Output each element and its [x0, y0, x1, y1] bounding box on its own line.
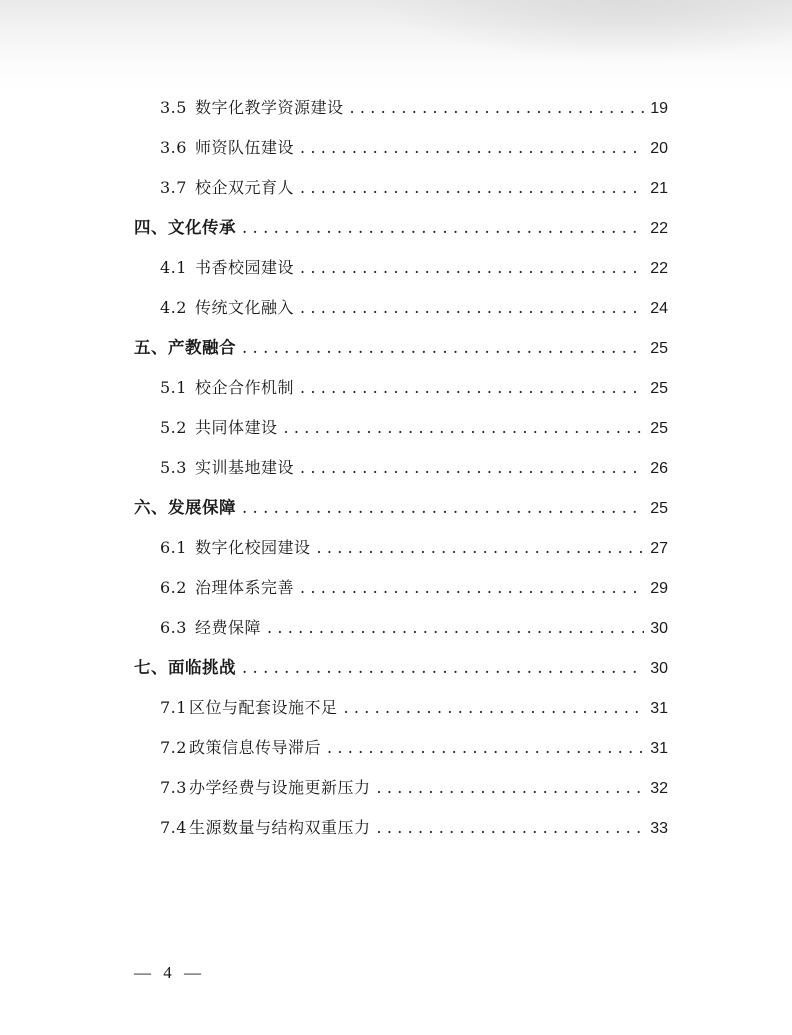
entry-page: 21 [650, 180, 668, 197]
toc-entry-7-2[interactable] [160, 735, 668, 758]
entry-number: 4.2 [160, 298, 187, 317]
entry-number: 3.5 [160, 98, 187, 117]
toc-entry-7-3[interactable] [160, 775, 668, 798]
entry-title: 校企合作机制 [194, 378, 294, 397]
entry-page: 29 [650, 580, 668, 597]
dot-leader [267, 618, 644, 637]
toc-entry-6-2[interactable] [160, 575, 668, 598]
entry-page: 25 [650, 380, 668, 397]
entry-page: 30 [650, 620, 668, 637]
toc-entry-3-7[interactable] [160, 175, 668, 198]
dot-leader [300, 578, 644, 597]
entry-page: 19 [650, 100, 668, 117]
entry-number: 3.6 [160, 138, 187, 157]
section-page: 25 [650, 340, 668, 357]
toc-entry-7-4[interactable] [160, 815, 668, 838]
entry-title: 实训基地建设 [194, 458, 294, 477]
entry-title: 经费保障 [194, 618, 261, 637]
entry-page: 27 [650, 540, 668, 557]
entry-title: 师资队伍建设 [194, 138, 294, 157]
entry-page: 20 [650, 140, 668, 157]
toc-entry-4-2[interactable] [160, 295, 668, 318]
dot-leader [300, 138, 644, 157]
entry-number: 4.1 [160, 258, 187, 277]
entry-title: 共同体建设 [194, 418, 278, 437]
entry-title: 治理体系完善 [194, 578, 294, 597]
entry-title: 生源数量与结构双重压力 [188, 818, 371, 837]
entry-number: 5.3 [160, 458, 187, 477]
toc-section-6[interactable] [134, 494, 668, 518]
dot-leader [316, 538, 644, 557]
section-title: 七、面临挑战 [134, 658, 236, 677]
entry-title: 区位与配套设施不足 [188, 698, 338, 717]
dot-leader [300, 258, 644, 277]
section-title: 六、发展保障 [134, 498, 236, 517]
entry-number: 6.2 [160, 578, 187, 597]
entry-title: 政策信息传导滞后 [188, 738, 321, 757]
toc-entry-5-3[interactable] [160, 455, 668, 478]
dot-leader [300, 458, 644, 477]
entry-title: 数字化教学资源建设 [194, 98, 344, 117]
entry-number: 7.3 [160, 778, 187, 797]
page-number-footer: — 4 — [134, 963, 205, 982]
entry-number: 6.1 [160, 538, 187, 557]
toc-entry-5-2[interactable] [160, 415, 668, 438]
section-title: 四、文化传承 [134, 218, 236, 237]
entry-page: 22 [650, 260, 668, 277]
entry-title: 数字化校园建设 [194, 538, 311, 557]
dot-leader [327, 738, 644, 757]
entry-title: 书香校园建设 [194, 258, 294, 277]
section-title: 五、产教融合 [134, 338, 236, 357]
entry-title: 校企双元育人 [194, 178, 294, 197]
toc-entry-5-1[interactable] [160, 375, 668, 398]
dot-leader [349, 98, 644, 117]
entry-number: 3.7 [160, 178, 187, 197]
entry-number: 5.1 [160, 378, 187, 397]
toc-entry-6-3[interactable] [160, 615, 668, 638]
dot-leader [242, 498, 644, 517]
dot-leader [283, 418, 644, 437]
dot-leader [343, 698, 644, 717]
dot-leader [300, 378, 644, 397]
section-page: 22 [650, 220, 668, 237]
dot-leader [242, 658, 644, 677]
entry-title: 办学经费与设施更新压力 [188, 778, 371, 797]
entry-number: 7.2 [160, 738, 187, 757]
toc-entry-6-1[interactable] [160, 535, 668, 558]
dot-leader [376, 778, 644, 797]
dot-leader [300, 298, 644, 317]
entry-page: 32 [650, 780, 668, 797]
entry-number: 7.4 [160, 818, 187, 837]
entry-number: 6.3 [160, 618, 187, 637]
toc-section-4[interactable] [134, 214, 668, 238]
dot-leader [242, 218, 644, 237]
section-page: 30 [650, 660, 668, 677]
section-page: 25 [650, 500, 668, 517]
toc-entry-7-1[interactable] [160, 695, 668, 718]
entry-page: 24 [650, 300, 668, 317]
entry-page: 31 [650, 700, 668, 717]
toc-entry-3-6[interactable] [160, 135, 668, 158]
entry-number: 5.2 [160, 418, 187, 437]
toc-entry-3-5[interactable] [160, 95, 668, 118]
entry-title: 传统文化融入 [194, 298, 294, 317]
toc-section-7[interactable] [134, 654, 668, 678]
toc-section-5[interactable] [134, 334, 668, 358]
entry-page: 25 [650, 420, 668, 437]
entry-number: 7.1 [160, 698, 187, 717]
dot-leader [300, 178, 644, 197]
dot-leader [242, 338, 644, 357]
dot-leader [376, 818, 644, 837]
entry-page: 26 [650, 460, 668, 477]
entry-page: 31 [650, 740, 668, 757]
entry-page: 33 [650, 820, 668, 837]
toc-entry-4-1[interactable] [160, 255, 668, 278]
